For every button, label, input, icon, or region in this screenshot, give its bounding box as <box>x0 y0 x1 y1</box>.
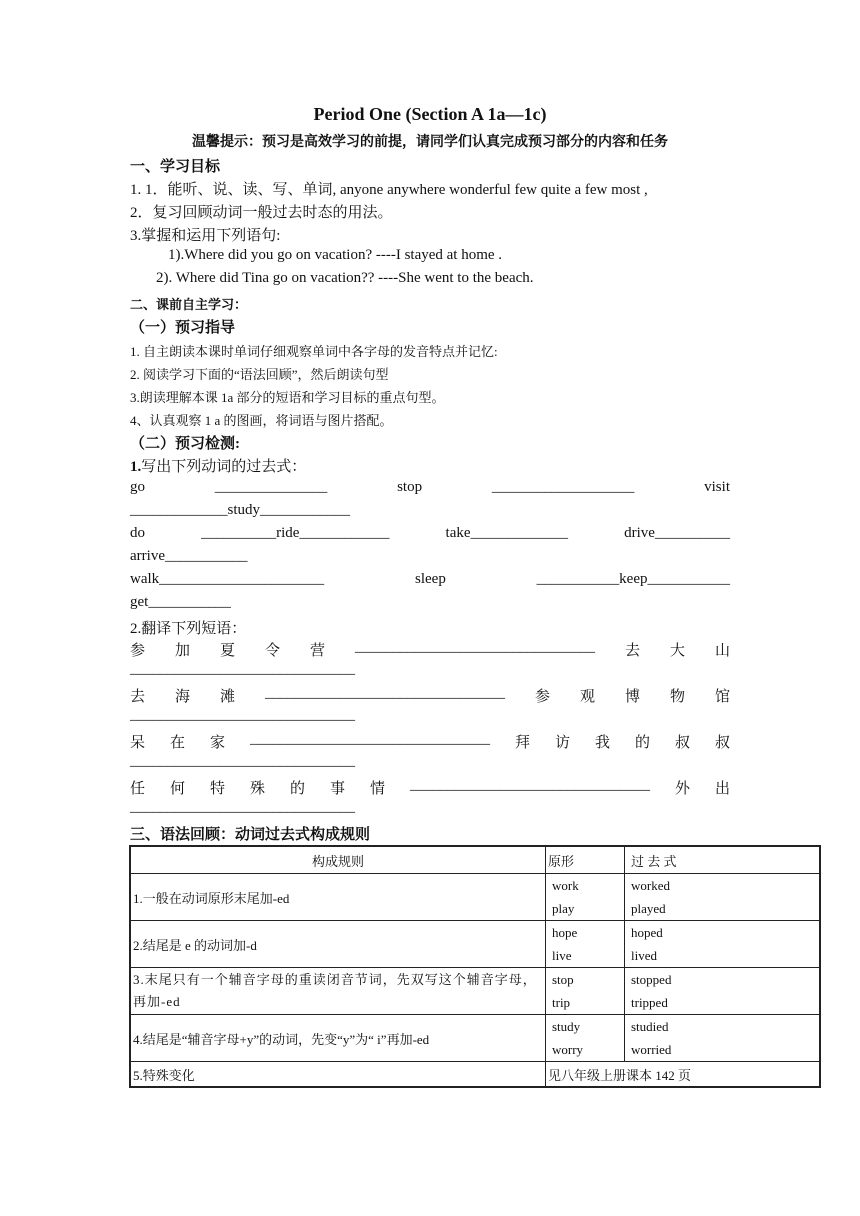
phrase-char: 物 <box>669 689 685 705</box>
phrase-char: 呆 <box>130 735 146 751</box>
base-cell <box>546 1015 625 1062</box>
past-cell <box>625 1015 821 1062</box>
phrase-char: 拜 <box>514 735 530 751</box>
base-word: stop <box>552 972 574 987</box>
base-word: play <box>552 901 575 916</box>
phrase-char: 山 <box>714 643 730 659</box>
base-cell <box>546 968 625 1015</box>
phrase-char: 情 <box>370 781 386 797</box>
phrase-answer-blank[interactable]: ______________________________ <box>130 799 355 815</box>
q2-prompt: 2.翻译下列短语： <box>130 621 247 637</box>
phrase-char: 的 <box>634 735 650 751</box>
section3-heading: 三、语法回顾：动词过去式构成规则 <box>130 827 371 843</box>
phrase-char: 事 <box>330 781 346 797</box>
sentence-2: 2). Where did Tina go on vacation?? ----She went to the beach. <box>156 270 534 286</box>
phrase-char: 在 <box>170 735 186 751</box>
past-word: lived <box>631 948 657 963</box>
table-row <box>130 874 820 921</box>
past-word: played <box>631 901 666 916</box>
verbs-row-2b[interactable]: arrive___________ <box>130 548 248 564</box>
past-word: worried <box>631 1042 672 1057</box>
verb-go-blank[interactable]: _______________ <box>214 479 328 495</box>
verb-take[interactable]: take_____________ <box>445 525 569 541</box>
phrase-char: 我 <box>594 735 610 751</box>
base-word: work <box>552 878 579 893</box>
phrase-char: 殊 <box>250 781 266 797</box>
phrase-char: 家 <box>210 735 226 751</box>
goal-item-3: 3.掌握和运用下列语句: <box>130 228 281 244</box>
verb-walk[interactable]: walk______________________ <box>130 571 325 587</box>
header-past: 过 去 式 <box>625 846 821 874</box>
guide-item-1: 1. 自主朗读本课时单词仔细观察单词中各字母的发音特点并记忆: <box>130 344 498 359</box>
base-word: study <box>552 1019 581 1034</box>
past-word: tripped <box>631 995 668 1010</box>
phrase-answer-blank[interactable]: ________________________________ <box>250 731 490 747</box>
phrase-char: 去 <box>130 689 146 705</box>
phrase-char: 馆 <box>714 689 730 705</box>
past-cell <box>625 874 821 921</box>
rule-cell: 2.结尾是 e 的动词加-d <box>130 921 546 968</box>
phrase-row <box>130 685 730 706</box>
guide-item-2: 2. 阅读学习下面的“语法回顾”，然后朗读句型 <box>130 367 389 382</box>
verb-ride[interactable]: __________ride____________ <box>201 525 390 541</box>
table-header-row <box>130 846 820 874</box>
verb-drive[interactable]: drive__________ <box>624 525 730 541</box>
phrase-answer-blank[interactable]: ______________________________ <box>130 661 355 677</box>
base-word: hope <box>552 925 578 940</box>
verbs-row-1b[interactable]: _____________study____________ <box>130 502 351 518</box>
phrase-answer-blank[interactable]: ______________________________ <box>130 707 355 723</box>
q1-text: 写出下列动词的过去式： <box>141 459 307 475</box>
phrase-char: 去 <box>624 643 640 659</box>
base-word: trip <box>552 995 571 1010</box>
phrase-char: 外 <box>674 781 690 797</box>
header-base: 原形 <box>546 846 625 874</box>
rule-cell: 1.一般在动词原形末尾加-ed <box>130 874 546 921</box>
phrase-row <box>130 639 730 660</box>
check-subheading: （二）预习检测: <box>130 436 240 452</box>
base-cell <box>546 874 625 921</box>
verb-do: do <box>130 525 145 541</box>
verb-sleep: sleep <box>415 571 446 587</box>
phrase-char: 海 <box>175 689 191 705</box>
phrase-row <box>130 731 730 752</box>
phrase-char: 特 <box>210 781 226 797</box>
phrase-char: 的 <box>290 781 306 797</box>
goal-item-1: 1. 1．能听、说、读、写、单词, anyone anywhere wonderful few quite a few most , <box>130 182 648 198</box>
phrase-char: 叔 <box>674 735 690 751</box>
phrase-char: 出 <box>714 781 730 797</box>
special-rule-cell: 5.特殊变化 <box>130 1062 546 1088</box>
base-word: live <box>552 948 572 963</box>
past-cell <box>625 921 821 968</box>
phrase-char: 加 <box>175 643 191 659</box>
past-word: hoped <box>631 925 663 940</box>
verbs-row-3 <box>130 571 730 588</box>
page-title: Period One (Section A 1a—1c) <box>313 104 547 124</box>
table-row <box>130 968 820 1015</box>
q1-prompt <box>130 455 306 476</box>
rule-cell: 4.结尾是“辅音字母+y”的动词，先变“y”为“ i”再加-ed <box>130 1015 546 1062</box>
guide-subheading: （一）预习指导 <box>130 320 236 336</box>
phrase-char: 大 <box>669 643 685 659</box>
verb-go: go <box>130 479 145 495</box>
base-word: worry <box>552 1042 584 1057</box>
section1-heading: 一、学习目标 <box>130 159 221 175</box>
phrase-char: 任 <box>130 781 146 797</box>
past-word: worked <box>631 878 670 893</box>
tip-line: 温馨提示：预习是高效学习的前提，请同学们认真完成预习部分的内容和任务 <box>192 135 668 150</box>
section2-heading: 二、课前自主学习： <box>130 297 248 312</box>
phrase-char: 营 <box>310 643 326 659</box>
sentence-1: 1).Where did you go on vacation? ----I stayed at home . <box>168 247 503 263</box>
q1-number: 1. <box>130 459 142 475</box>
phrase-char: 博 <box>624 689 640 705</box>
verbs-row-3b[interactable]: get___________ <box>130 594 231 610</box>
past-cell <box>625 968 821 1015</box>
verb-stop-blank[interactable]: ___________________ <box>491 479 635 495</box>
phrase-char: 叔 <box>714 735 730 751</box>
phrase-answer-blank[interactable]: ________________________________ <box>265 685 505 701</box>
phrase-char: 夏 <box>220 643 236 659</box>
past-word: studied <box>631 1019 669 1034</box>
goal-item-2: 2．复习回顾动词一般过去时态的用法。 <box>130 205 393 221</box>
verb-keep[interactable]: ___________keep___________ <box>536 571 730 587</box>
base-cell <box>546 921 625 968</box>
table-row <box>130 1062 820 1088</box>
table-row <box>130 921 820 968</box>
verbs-row-2 <box>130 525 730 542</box>
grammar-table <box>129 845 821 1088</box>
phrase-answer-blank[interactable]: ______________________________ <box>130 753 355 769</box>
phrase-char: 参 <box>130 643 146 659</box>
guide-item-3: 3.朗读理解本课 1a 部分的短语和学习目标的重点句型。 <box>130 390 445 405</box>
past-word: stopped <box>631 972 672 987</box>
phrase-char: 令 <box>265 643 281 659</box>
special-note-cell: 见八年级上册课本 142 页 <box>546 1062 821 1088</box>
phrase-char: 何 <box>170 781 186 797</box>
phrase-char: 访 <box>554 735 570 751</box>
phrase-char: 观 <box>579 689 595 705</box>
phrase-answer-blank[interactable]: ________________________________ <box>355 639 595 655</box>
table-row <box>130 1015 820 1062</box>
verbs-row-1 <box>130 479 730 496</box>
verb-visit: visit <box>704 479 730 495</box>
header-rule: 构成规则 <box>130 846 546 874</box>
phrase-answer-blank[interactable]: ________________________________ <box>410 777 650 793</box>
verb-stop: stop <box>397 479 423 495</box>
rule-cell: 3.末尾只有一个辅音字母的重读闭音节词，先双写这个辅音字母，再加-ed <box>130 968 546 1015</box>
guide-item-4: 4、认真观察 1 a 的图画，将词语与图片搭配。 <box>130 413 393 428</box>
phrase-char: 滩 <box>220 689 236 705</box>
phrase-char: 参 <box>534 689 550 705</box>
phrase-row <box>130 777 730 798</box>
